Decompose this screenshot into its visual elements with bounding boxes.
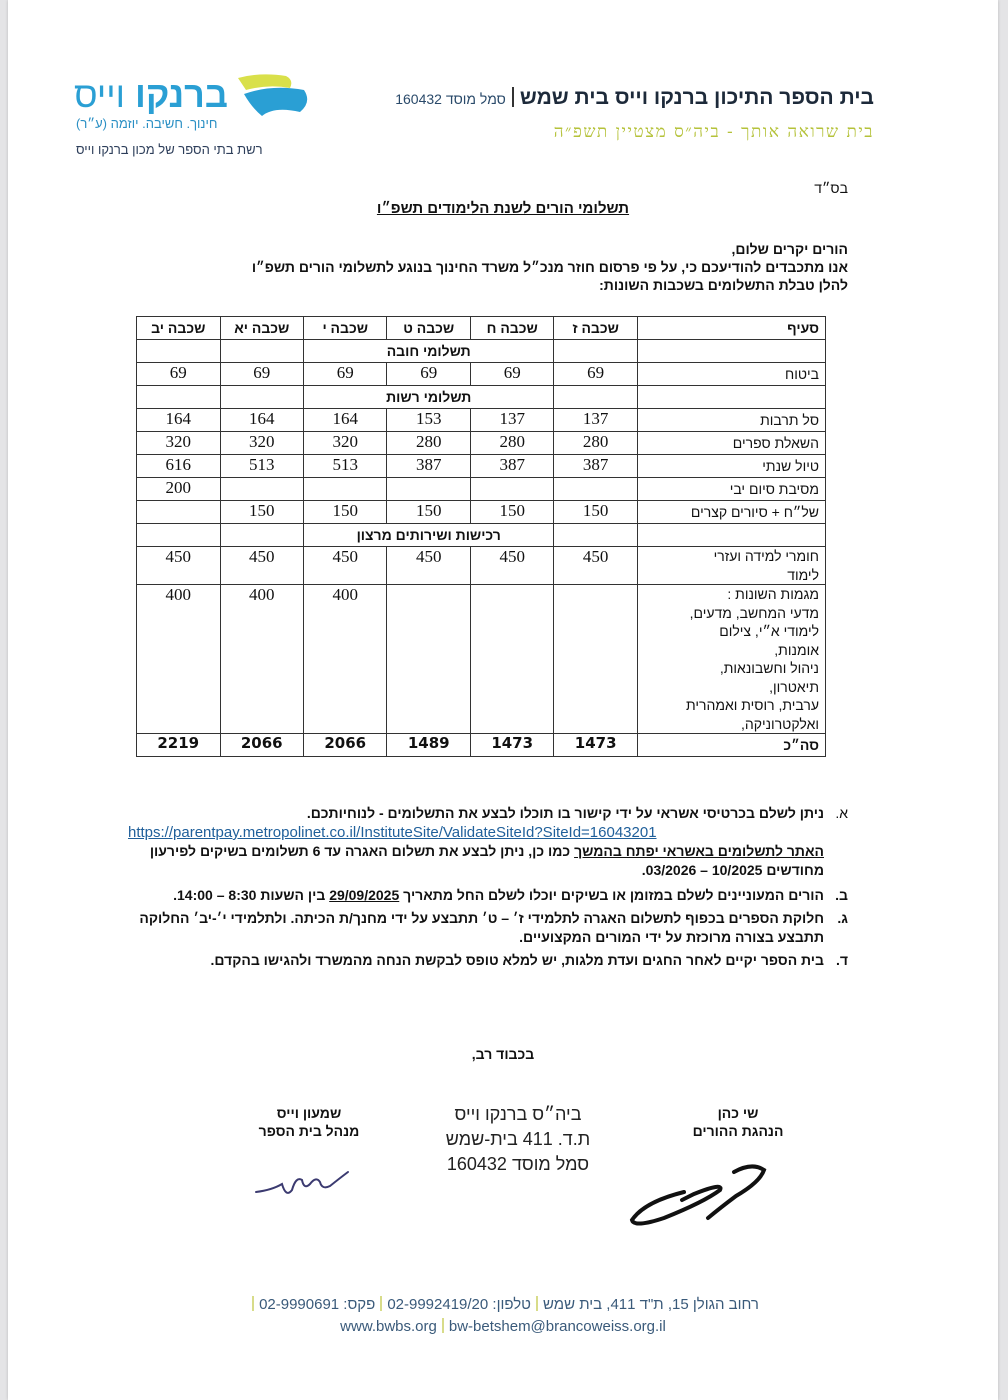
cell: 400: [220, 585, 303, 734]
section-row: [137, 340, 826, 363]
table-row: [137, 478, 826, 501]
footer-contact: רחוב הגולן 15, ת"ד 411, בית שמשטלפון: 02-9992419/20פקס: 02-9990691: [8, 1294, 998, 1316]
row-label: מגמות השונות : מדעי המחשב, מדעים, לימודי א״י, צילום אומנות, ניהול וחשבונאות, תיאטרון, ערבית, רוסית ואמהרית ואלקטרוניקה,: [637, 585, 825, 734]
cell: 450: [387, 547, 470, 585]
cell: 150: [220, 501, 303, 524]
cell: 137: [554, 409, 637, 432]
signer-parents: שי כהן הנהגת ההורים: [692, 1105, 784, 1139]
cell: [470, 478, 553, 501]
column-header: שכבה יא: [220, 317, 303, 340]
table-header-row: [137, 317, 826, 340]
website-link[interactable]: www.bwbs.org: [340, 1318, 437, 1335]
cell: [137, 501, 221, 524]
payment-link[interactable]: https://parentpay.metropolinet.co.il/InstituteSite/ValidateSiteId?SiteId=16043201: [128, 824, 657, 841]
cell: 2066: [303, 734, 386, 757]
cell: 2066: [220, 734, 303, 757]
cell: 69: [387, 363, 470, 386]
divider: [512, 87, 514, 107]
row-label: השאלת ספרים: [637, 432, 825, 455]
row-label: של״ח + סיורים קצרים: [637, 501, 825, 524]
cell: 69: [470, 363, 553, 386]
cell: 150: [387, 501, 470, 524]
intro-text: [148, 240, 848, 294]
cell: 69: [303, 363, 386, 386]
cell: 387: [387, 455, 470, 478]
column-header: שכבה ח: [470, 317, 553, 340]
table-row: [137, 432, 826, 455]
signature-parents-icon: [624, 1162, 774, 1232]
cell: 450: [554, 547, 637, 585]
institution-code: סמל מוסד 160432: [395, 91, 506, 107]
email-link[interactable]: bw-betshem@brancoweiss.org.il: [448, 1318, 666, 1335]
cell: 69: [220, 363, 303, 386]
payment-date: 29/09/2025: [329, 887, 400, 903]
cell: 513: [303, 455, 386, 478]
column-header: שכבה י: [303, 317, 386, 340]
cell: 280: [554, 432, 637, 455]
cell: 164: [303, 409, 386, 432]
cell: [387, 478, 470, 501]
cell: [554, 478, 637, 501]
cell: 450: [220, 547, 303, 585]
note-item: ב. הורים המעוניינים לשלם במזומן או בשיקים יוכלו לשלם החל מתאריך 29/09/2025 בין השעות 8:30 – 14:00.: [173, 887, 848, 903]
school-stamp: ביה״ס ברנקו וייס ת.ד. 411 בית-שמש סמל מוסד 160432: [445, 1104, 591, 1174]
cell: 164: [137, 409, 221, 432]
note-item: ד. בית הספר יקיים לאחר החגים ועדת מלגות, יש למלא טופס לבקשת הנחה מהמשרד ולהגישו בהקדם.: [210, 952, 848, 968]
document-title: תשלומי הורים לשנת הלימודים תשפ״ו: [376, 200, 630, 217]
cell: 387: [470, 455, 553, 478]
logo-network: רשת בתי הספר של מכון ברנקו וייס: [76, 142, 263, 157]
column-header: שכבה ט: [387, 317, 470, 340]
note-item: א. ניתן לשלם בכרטיסי אשראי על ידי קישור בו תוכלו לבצע את התשלומים - לנוחיותכם. https://parentpay.metropolinet.co.il/InstituteSite/ValidateSiteId?SiteId=16043201 האתר לתשלומים באשראי יפתח בהמשך כמו כן, ניתן לבצע את תשלום האגרה עד 6 תשלומים בשיקים לפירעון מחודשים 10/2025 – 03/2026.: [128, 805, 848, 878]
cell: [387, 585, 470, 734]
cell: 450: [303, 547, 386, 585]
cell: 513: [220, 455, 303, 478]
table-row: [137, 363, 826, 386]
cell: 1489: [387, 734, 470, 757]
cell: 320: [137, 432, 221, 455]
column-header: שכבה ז: [554, 317, 637, 340]
note-letter: א.: [835, 805, 848, 821]
section-voluntary: רכישות ושירותים מרצון: [303, 524, 553, 547]
notes-list: [128, 804, 848, 974]
footer: [8, 1294, 998, 1338]
school-name: בית הספר התיכון ברנקו וייס בית שמשסמל מוסד 160432: [395, 86, 874, 109]
cell: 320: [220, 432, 303, 455]
logo-name: ברנקו וייס: [74, 74, 228, 115]
column-header: סעיף: [637, 317, 825, 340]
cell: 164: [220, 409, 303, 432]
table-row: [137, 585, 826, 734]
note-item: ג. חלוקת הספרים בכפוף לתשלום האגרה לתלמידי ז׳ – ט׳ תתבצע על ידי מחנך/ת הכיתה. ולתלמידי י׳-יב׳ החלוקה תתבצע בצורה מרוכזת על ידי המורים המקצועיים.: [139, 910, 848, 945]
cell: [470, 585, 553, 734]
cell: [220, 478, 303, 501]
cell: 400: [137, 585, 221, 734]
note-letter: ג.: [837, 910, 848, 926]
intro-line: להלן טבלת התשלומים בשכבות השונות:: [599, 277, 848, 293]
cell: 69: [137, 363, 221, 386]
cell: 616: [137, 455, 221, 478]
cell: 200: [137, 478, 221, 501]
section-row: [137, 386, 826, 409]
footer-web: [8, 1316, 998, 1338]
cell: 280: [387, 432, 470, 455]
cell: [303, 478, 386, 501]
table-row: [137, 455, 826, 478]
cell: 137: [470, 409, 553, 432]
logo-wave-icon: [224, 72, 312, 122]
cell: 450: [470, 547, 553, 585]
cell: 69: [554, 363, 637, 386]
signer-principal: שמעון וייס מנהל בית הספר: [258, 1105, 360, 1139]
table-row: [137, 501, 826, 524]
school-logo: [64, 68, 314, 168]
section-row: [137, 524, 826, 547]
bsd-mark: בס״ד: [814, 180, 848, 196]
cell: 150: [554, 501, 637, 524]
cell: 1473: [470, 734, 553, 757]
logo-subtitle: חינוך. חשיבה. יוזמה (ע״ר): [76, 116, 218, 131]
total-row: [137, 734, 826, 757]
school-tagline: בית שרואה אותך - ביה״ס מצטיין תשפ״ה: [553, 122, 874, 142]
cell: 280: [470, 432, 553, 455]
cell: 400: [303, 585, 386, 734]
cell: 150: [470, 501, 553, 524]
section-mandatory: תשלומי חובה: [303, 340, 553, 363]
document-page: [8, 0, 998, 1400]
note-letter: ד.: [835, 952, 848, 968]
cell: [554, 585, 637, 734]
cell: 150: [303, 501, 386, 524]
row-label: ביטוח: [637, 363, 825, 386]
cell: 2219: [137, 734, 221, 757]
signature-principal-icon: [252, 1162, 352, 1206]
row-label: חומרי למידה ועזרי לימוד: [637, 547, 825, 585]
cell: 1473: [554, 734, 637, 757]
row-label: סל תרבות: [637, 409, 825, 432]
row-label: טיול שנתי: [637, 455, 825, 478]
row-label: סה״כ: [637, 734, 825, 757]
intro-line: אנו מתכבדים להודיעכם כי, על פי פרסום חוזר מנכ״ל משרד החינוך בנוגע לתשלומי הורים תשפ״ו: [251, 259, 848, 275]
fees-table: [136, 316, 826, 757]
greeting: הורים יקרים שלום,: [731, 241, 848, 257]
cell: 450: [137, 547, 221, 585]
cell: 153: [387, 409, 470, 432]
table-row: [137, 409, 826, 432]
cell: 320: [303, 432, 386, 455]
table-row: [137, 547, 826, 585]
cell: 387: [554, 455, 637, 478]
regards: בכבוד רב,: [471, 1046, 535, 1062]
section-optional: תשלומי רשות: [303, 386, 553, 409]
note-letter: ב.: [835, 887, 848, 903]
row-label: מסיבת סיום יבי: [637, 478, 825, 501]
column-header: שכבה יב: [137, 317, 221, 340]
